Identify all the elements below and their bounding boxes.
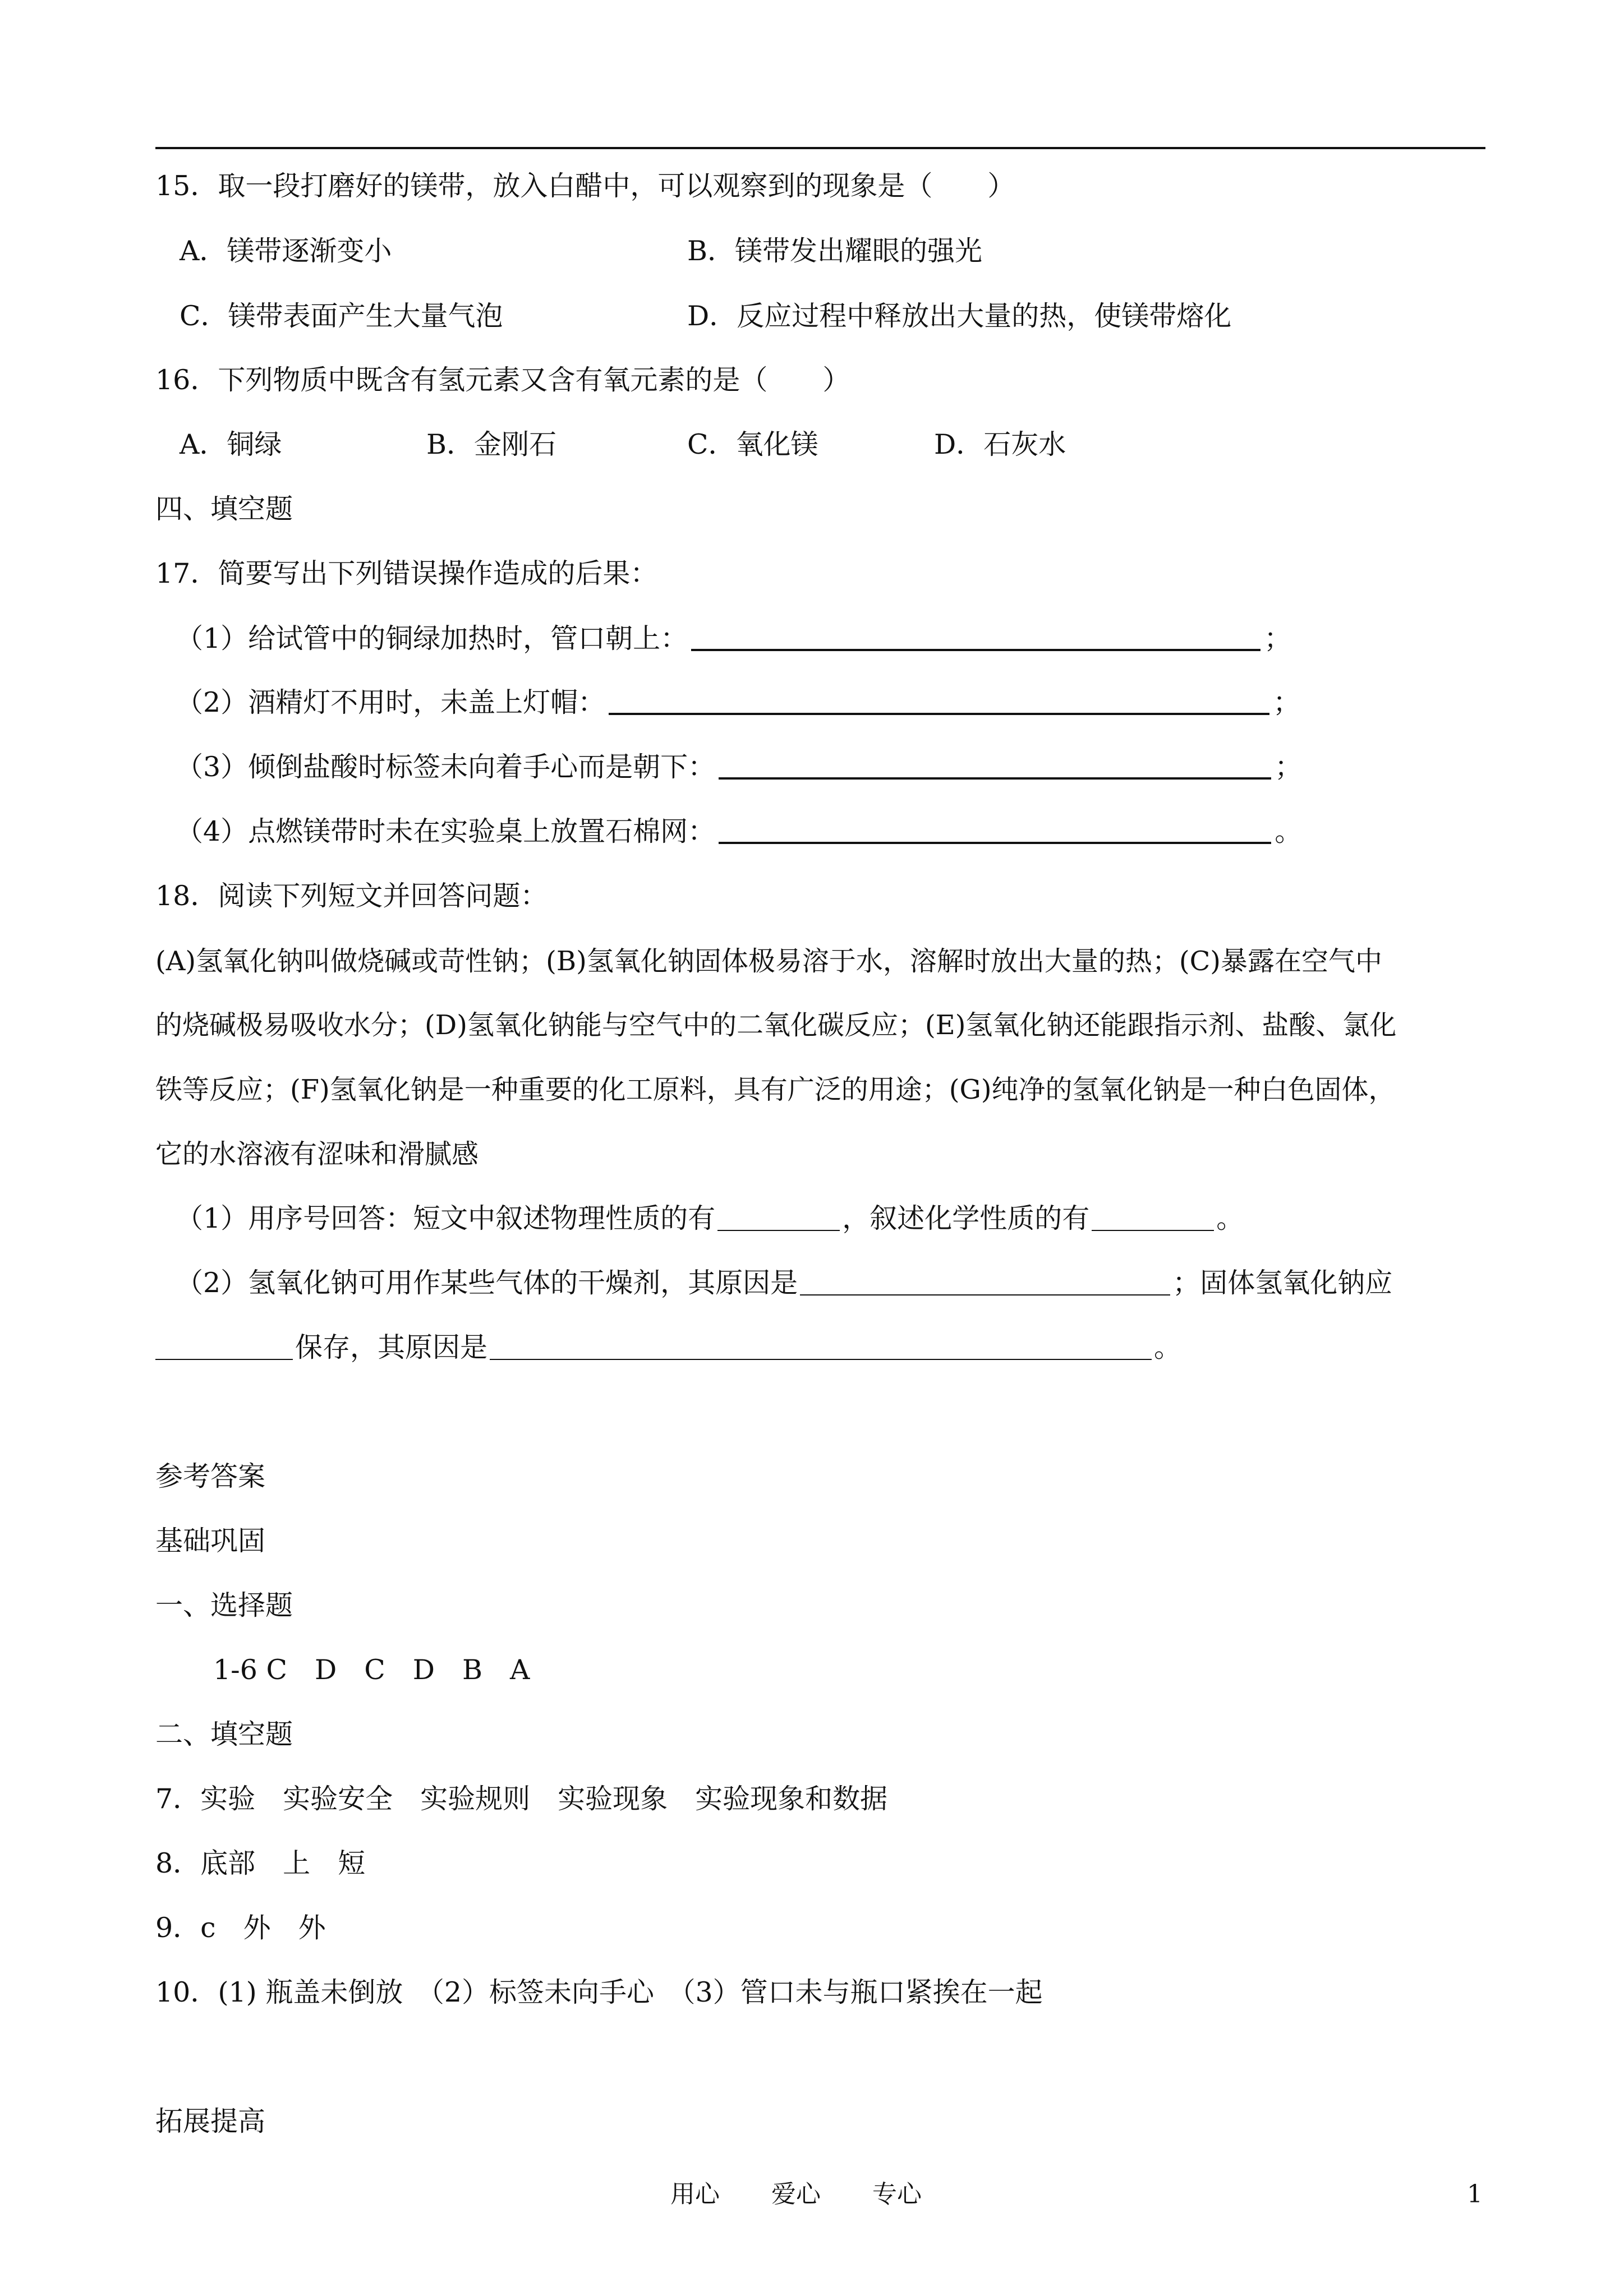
- section-fill-in-heading: 四、填空题: [155, 493, 293, 525]
- answers-fill-heading: 二、填空题: [155, 1718, 293, 1750]
- q18-sub-1-text-a: （1）用序号回答：短文中叙述物理性质的有: [176, 1202, 716, 1234]
- q17-item-1-text: （1）给试管中的铜绿加热时，管口朝上：: [176, 623, 688, 654]
- q16-option-c: C．氧化镁: [687, 428, 818, 460]
- header-rule: [155, 147, 1485, 149]
- q17-stem: 17．简要写出下列错误操作造成的后果：: [155, 557, 658, 589]
- q18-sub-1-text-c: 。: [1216, 1202, 1244, 1234]
- q15-option-d: D．反应过程中释放出大量的热，使镁带熔化: [687, 300, 1232, 332]
- q18-sub-2-text-c: 保存，其原因是: [295, 1331, 488, 1363]
- answers-choice-values: 1-6 C D C D B A: [213, 1654, 530, 1686]
- q17-item-4-text: （4）点燃镁带时未在实验桌上放置石棉网：: [176, 815, 716, 847]
- period: 。: [1275, 815, 1303, 847]
- answer-blank[interactable]: [1092, 1230, 1214, 1231]
- q16-option-b: B．金刚石: [426, 428, 557, 460]
- q17-item-1: [176, 622, 1291, 656]
- q18-sub-2-text-d: 。: [1154, 1331, 1182, 1363]
- q16-stem: 16．下列物质中既含有氢元素又含有氧元素的是（ ）: [155, 364, 850, 396]
- q16-option-d: D．石灰水: [934, 428, 1066, 460]
- answer-blank[interactable]: [717, 1230, 840, 1231]
- answer-blank[interactable]: [719, 842, 1271, 844]
- q17-item-4: [176, 815, 1302, 849]
- answers-choice-heading: 一、选择题: [155, 1589, 293, 1621]
- answer-7: 7．实验 实验安全 实验规则 实验现象 实验现象和数据: [155, 1783, 888, 1815]
- q17-item-3: [176, 750, 1302, 784]
- footer-motto-3: 专心: [872, 2180, 922, 2209]
- answer-blank[interactable]: [719, 777, 1271, 780]
- q17-item-2: [176, 686, 1300, 720]
- q18-passage-line-4: 它的水溶液有涩味和滑腻感: [155, 1138, 479, 1170]
- q18-sub-2: [176, 1266, 1392, 1300]
- answer-blank[interactable]: [155, 1359, 293, 1360]
- q18-sub-2-text-b: ；固体氢氧化钠应: [1172, 1267, 1393, 1299]
- semicolon: ；: [1273, 686, 1301, 718]
- answers-extension-heading: 拓展提高: [155, 2105, 266, 2137]
- answer-blank[interactable]: [691, 649, 1260, 651]
- q15-option-a: A．镁带逐渐变小: [180, 235, 392, 267]
- answer-blank[interactable]: [609, 713, 1269, 715]
- semicolon: ；: [1275, 751, 1303, 783]
- q18-sub-2-text-a: （2）氢氧化钠可用作某些气体的干燥剂，其原因是: [176, 1267, 798, 1299]
- q18-sub-1-text-b: ，叙述化学性质的有: [842, 1202, 1090, 1234]
- q18-passage-line-2: 的烧碱极易吸收水分；(D)氢氧化钠能与空气中的二氧化碳反应；(E)氢氧化钠还能跟指示剂、盐酸、氯化: [155, 1009, 1397, 1041]
- q17-item-3-text: （3）倾倒盐酸时标签未向着手心而是朝下：: [176, 751, 716, 783]
- footer-motto-1: 用心: [670, 2180, 720, 2209]
- footer-motto-2: 爱心: [771, 2180, 821, 2209]
- answers-title: 参考答案: [155, 1460, 266, 1492]
- answer-blank[interactable]: [800, 1294, 1170, 1295]
- answer-8: 8．底部 上 短: [155, 1847, 366, 1879]
- q18-stem: 18．阅读下列短文并回答问题：: [155, 880, 548, 912]
- answer-9: 9．c 外 外: [155, 1912, 326, 1944]
- answer-10: 10．(1) 瓶盖未倒放 （2）标签未向手心 （3）管口未与瓶口紧挨在一起: [155, 1976, 1043, 2008]
- q15-option-c: C．镁带表面产生大量气泡: [180, 300, 503, 332]
- answer-blank[interactable]: [490, 1359, 1152, 1360]
- semicolon: ；: [1264, 623, 1292, 654]
- page-number: 1: [1467, 2180, 1483, 2209]
- q18-passage-line-1: (A)氢氧化钠叫做烧碱或苛性钠；(B)氢氧化钠固体极易溶于水，溶解时放出大量的热；(C)暴露在空气中: [155, 946, 1383, 977]
- q17-item-2-text: （2）酒精灯不用时，未盖上灯帽：: [176, 686, 606, 718]
- q15-option-b: B．镁带发出耀眼的强光: [687, 235, 983, 267]
- q18-passage-line-3: 铁等反应；(F)氢氧化钠是一种重要的化工原料，具有广泛的用途；(G)纯净的氢氧化钠是一种白色固体，: [155, 1074, 1396, 1105]
- q16-option-a: A．铜绿: [180, 428, 282, 460]
- q18-sub-2-cont: [155, 1331, 1181, 1364]
- answers-basic-heading: 基础巩固: [155, 1525, 266, 1557]
- q18-sub-1: [176, 1202, 1244, 1235]
- q15-stem: 15．取一段打磨好的镁带，放入白醋中，可以观察到的现象是（ ）: [155, 170, 1015, 202]
